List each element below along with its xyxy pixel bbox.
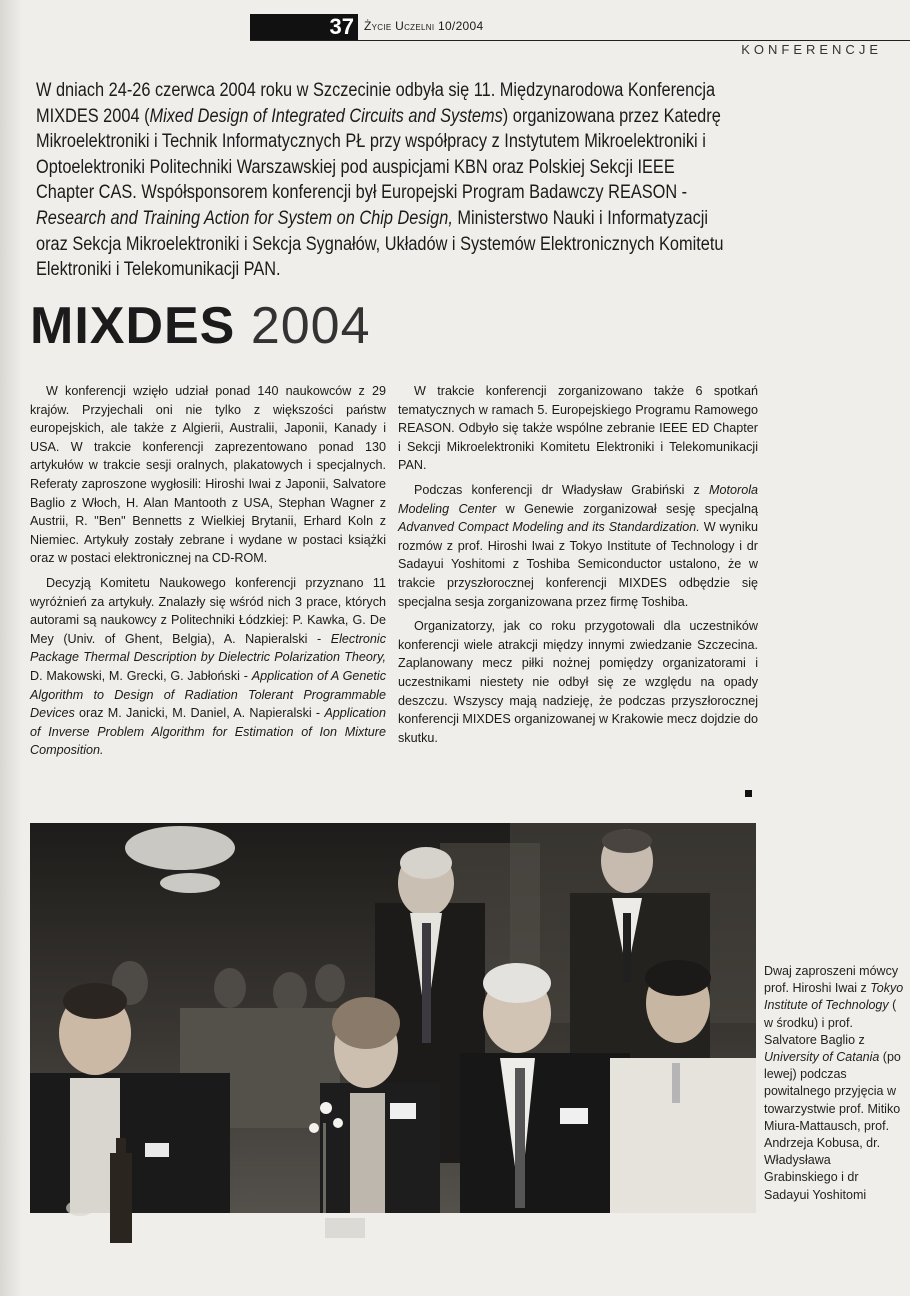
title-year: 2004 — [250, 297, 371, 355]
left-paragraph-2: Decyzją Komitetu Naukowego konferencji przyznano 11 wyróżnień za artykuły. Znalazły się wśród nich 3 prace, których autorami są naukowcy z Politechniki Łódzkiej: P. Kawka, G. De Mey (Univ. of Ghent, Belgia), A. Napieralski - Electronic Package Thermal Description by Dielectric Polarization Theory, D. Makowski, M. Grecki, G. Jabłoński - Application of A Genetic Algorithm to Design of Radiation Tolerant Programmable Devices oraz M. Janicki, M. Daniel, A. Napieralski - Application of Inverse Problem Algorithm for Estimation of Ion Mixture Composition. — [30, 575, 386, 758]
page-number: 37 — [250, 14, 358, 40]
left-paragraph-1: W konferencji wzięło udział ponad 140 naukowców z 29 krajów. Przyjechali oni nie tylko z większości państw europejskich, ale także z Algierii, Australii, Japonii, Kanady i USA. W trakcie konferencji zaprezentowano ponad 130 artykułów w trakcie sesji oralnych, plakatowych i specjalnych. Referaty zaproszone wygłosili: Hiroshi Iwai z Japonii, Salvatore Baglio z Włoch, H. Alan Mantooth z USA, Stephan Wagner z Austrii, R. "Ben" Bennetts z Wielkiej Brytanii, Erhard Koln z Niemiec. Artykuły zostały zebrane i wydane w postaci książki oraz w postaci elektronicznej na CD-ROM. — [30, 384, 386, 566]
photo-caption: Dwaj zaproszeni mówcy prof. Hiroshi Iwai z Tokyo Institute of Technology ( w środku) i prof. Salvatore Baglio z University of Catania (po lewej) podczas powitalnego przyjęcia w towarzystwie prof. Mitiko Miura-Mattausch, prof. Andrzeja Kobusa, dr. Władysława Grabinskiego i dr Sadayui Yoshitomi — [764, 964, 904, 1202]
right-paragraph-3: Organizatorzy, jak co roku przygotowali dla uczestników konferencji wiele atrakcji między innymi zwiedzanie Szczecina. Zaplanowany mecz piłki nożnej pomiędzy organizatorami i uczestnikami niestety nie odbył się ze względu na opady deszczu. Wszyscy mają nadzieję, że podczas przyszłorocznej konferencji MIXDES organizowanej w Krakowie mecz dojdzie do skutku. — [398, 619, 758, 745]
end-of-article-mark — [745, 790, 752, 797]
right-column — [398, 382, 758, 753]
conference-photo — [30, 823, 756, 1251]
left-column — [30, 382, 386, 766]
section-label: KONFERENCJE — [741, 42, 882, 57]
article-title — [30, 296, 371, 356]
intro-paragraph: W dniach 24-26 czerwca 2004 roku w Szczecinie odbyła się 11. Międzynarodowa Konferencja MIXDES 2004 (Mixed Design of Integrated Circuits and Systems) organizowana przez Katedrę Mikroelektroniki i Technik Informatycznych PŁ przy współpracy z Instytutem Mikroelektroniki i Optoelektroniki Politechniki Warszawskiej pod auspicjami KBN oraz Polskiej Sekcji IEEE Chapter CAS. Współsponsorem konferencji był Europejski Program Badawczy REASON - Research and Training Action for System on Chip Design, Ministerstwo Nauki i Informatyzacji oraz Sekcja Mikroelektroniki i Sekcja Sygnałów, Układów i Systemów Elektronicznych Komitetu Elektroniki i Telekomunikacji PAN. — [36, 80, 724, 281]
page-edge-shade — [0, 0, 22, 1296]
issue-label: Życie Uczelni 10/2004 — [364, 19, 484, 33]
right-paragraph-1: W trakcie konferencji zorganizowano także 6 spotkań tematycznych w ramach 5. Europejskiego Programu Ramowego REASON. Odbyło się także wspólne zebranie IEEE ED Chapter i Sekcji Mikroelektroniki Komitetu Elektroniki i Telekomunikacji PAN. — [398, 384, 758, 473]
title-name: MIXDES — [30, 297, 236, 355]
right-paragraph-2: Podczas konferencji dr Władysław Grabiński z Motorola Modeling Center w Genewie zorganizował sesję specjalną Advanved Compact Modeling and its Standardization. W wyniku rozmów z prof. Hiroshi Iwai z Tokyo Institute of Technology i dr Sadayui Yoshitomi z Toshiba Semiconductor ustalono, że w trakcie przyszłorocznej konferencji MIXDES odbędzie się specjalna sesja zorganizowana przez firmę Toshiba. — [398, 482, 758, 609]
